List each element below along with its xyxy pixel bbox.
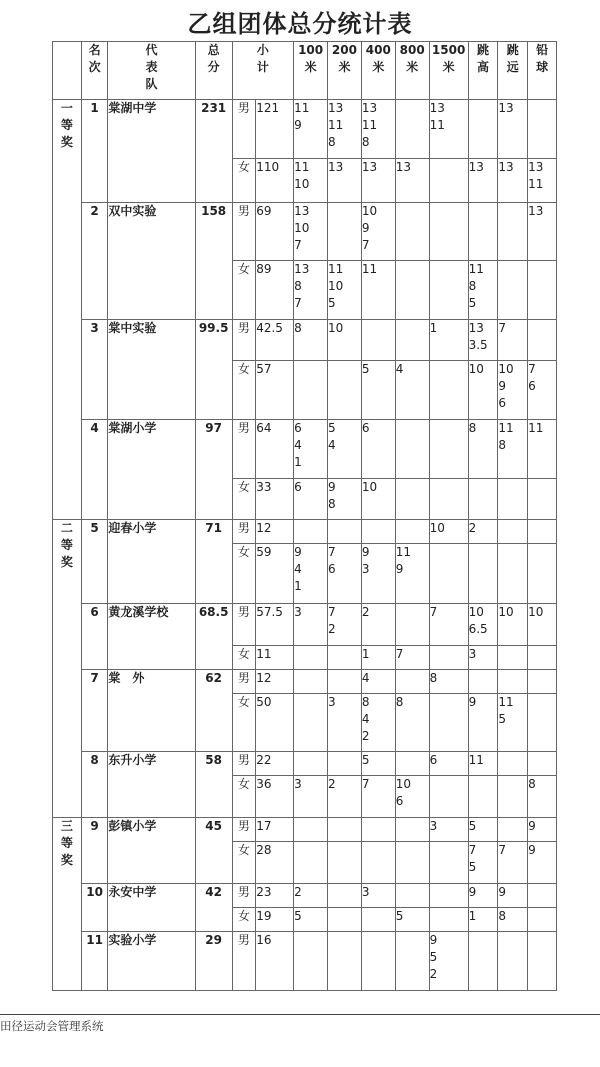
event-score: 8 4 2: [361, 694, 395, 752]
event-score: [361, 932, 395, 991]
event-score: [395, 884, 429, 908]
event-header: 跳 远: [498, 42, 528, 100]
event-score: 8: [429, 670, 468, 694]
subtotal-cell: 64: [256, 420, 294, 479]
event-score: 10 6.5: [468, 604, 498, 646]
event-score: 7: [498, 842, 528, 884]
prize-cell: 二 等 奖: [53, 520, 82, 818]
subtotal-cell: 12: [256, 520, 294, 544]
event-score: 5: [468, 818, 498, 842]
event-score: [498, 818, 528, 842]
total-score: 99.5: [195, 320, 232, 420]
event-score: 9: [468, 884, 498, 908]
event-score: 13: [528, 203, 557, 261]
event-score: 3: [328, 694, 362, 752]
event-score: [528, 520, 557, 544]
event-score: 11 9: [294, 100, 328, 159]
event-score: 9: [468, 694, 498, 752]
subtotal-cell: 17: [256, 818, 294, 842]
total-header: 总 分: [195, 42, 232, 100]
subtotal-cell: 69: [256, 203, 294, 261]
table-row: [53, 670, 557, 694]
rank-cell: 11: [81, 932, 108, 991]
event-score: 9: [528, 818, 557, 842]
event-score: 5 4: [328, 420, 362, 479]
subtotal-cell: 50: [256, 694, 294, 752]
event-score: 10 9 6: [498, 361, 528, 420]
rank-header: 名 次: [81, 42, 108, 100]
event-score: 11 8: [498, 420, 528, 479]
total-score: 158: [195, 203, 232, 320]
header-row: [53, 42, 557, 100]
rank-cell: 3: [81, 320, 108, 420]
event-score: [395, 520, 429, 544]
event-score: [395, 479, 429, 520]
event-score: 13: [361, 159, 395, 203]
event-score: 4: [361, 670, 395, 694]
event-score: 9 8: [328, 479, 362, 520]
gender-cell: 男: [232, 203, 256, 261]
total-score: 45: [195, 818, 232, 884]
event-score: 11: [468, 752, 498, 776]
event-score: [498, 670, 528, 694]
event-score: 5: [361, 752, 395, 776]
event-score: [395, 320, 429, 361]
team-name: 黄龙溪学校: [108, 604, 195, 670]
gender-cell: 女: [232, 159, 256, 203]
subtotal-cell: 16: [256, 932, 294, 991]
event-score: [498, 203, 528, 261]
event-score: [528, 646, 557, 670]
event-score: [468, 776, 498, 818]
subtotal-cell: 11: [256, 646, 294, 670]
event-score: 13 11 8: [361, 100, 395, 159]
event-header: 200 米: [328, 42, 362, 100]
event-score: 1: [361, 646, 395, 670]
page-title: 乙组团体总分统计表: [187, 10, 413, 38]
event-score: [429, 261, 468, 320]
event-score: [294, 646, 328, 670]
event-score: [395, 203, 429, 261]
event-header: 800 米: [395, 42, 429, 100]
total-score: 97: [195, 420, 232, 520]
subtotal-header: 小 计: [232, 42, 294, 100]
event-score: 10 9 7: [361, 203, 395, 261]
event-score: 7: [395, 646, 429, 670]
total-score: 71: [195, 520, 232, 604]
event-score: 4: [395, 361, 429, 420]
rank-cell: 10: [81, 884, 108, 932]
event-score: 7 2: [328, 604, 362, 646]
event-score: [468, 544, 498, 604]
event-score: [328, 361, 362, 420]
event-score: [328, 203, 362, 261]
event-header: 1500 米: [429, 42, 468, 100]
event-score: [528, 694, 557, 752]
table-row: [53, 520, 557, 544]
event-score: 9: [528, 842, 557, 884]
event-score: [328, 908, 362, 932]
event-header: 100 米: [294, 42, 328, 100]
event-score: [328, 520, 362, 544]
event-score: 13: [395, 159, 429, 203]
subtotal-cell: 36: [256, 776, 294, 818]
event-score: 10: [468, 361, 498, 420]
rank-cell: 8: [81, 752, 108, 818]
gender-cell: 男: [232, 932, 256, 991]
team-name: 棠中实验: [108, 320, 195, 420]
event-score: 7: [498, 320, 528, 361]
event-score: 1: [429, 320, 468, 361]
event-score: 2: [328, 776, 362, 818]
prize-header: [53, 42, 82, 100]
rank-cell: 4: [81, 420, 108, 520]
event-score: 10: [498, 604, 528, 646]
event-score: [429, 203, 468, 261]
gender-cell: 女: [232, 261, 256, 320]
team-name: 棠湖中学: [108, 100, 195, 203]
event-score: 11 10 5: [328, 261, 362, 320]
event-score: [294, 842, 328, 884]
table-row: [53, 884, 557, 908]
event-score: [498, 752, 528, 776]
event-score: [361, 908, 395, 932]
event-score: [429, 908, 468, 932]
event-score: 3: [361, 884, 395, 908]
prize-cell: 一 等 奖: [53, 100, 82, 520]
event-score: 3: [468, 646, 498, 670]
event-score: [361, 842, 395, 884]
team-name: 双中实验: [108, 203, 195, 320]
event-score: 6: [429, 752, 468, 776]
event-score: [528, 479, 557, 520]
event-header: 跳 高: [468, 42, 498, 100]
event-score: [468, 479, 498, 520]
event-score: [294, 361, 328, 420]
gender-cell: 女: [232, 842, 256, 884]
event-score: [528, 932, 557, 991]
footer-text: 田径运动会管理系统: [0, 1019, 104, 1033]
gender-cell: 男: [232, 420, 256, 479]
event-score: 6 4 1: [294, 420, 328, 479]
subtotal-cell: 59: [256, 544, 294, 604]
event-score: [395, 420, 429, 479]
rank-cell: 7: [81, 670, 108, 752]
event-header: 铅 球: [528, 42, 557, 100]
event-score: 5: [294, 908, 328, 932]
gender-cell: 男: [232, 520, 256, 544]
total-score: 29: [195, 932, 232, 991]
event-score: [429, 694, 468, 752]
event-score: 13: [498, 100, 528, 159]
event-score: 8: [498, 908, 528, 932]
event-score: [528, 670, 557, 694]
table-row: [53, 320, 557, 361]
event-score: 8: [395, 694, 429, 752]
event-score: [294, 694, 328, 752]
event-score: [328, 842, 362, 884]
subtotal-cell: 57: [256, 361, 294, 420]
event-score: 10: [361, 479, 395, 520]
rank-cell: 5: [81, 520, 108, 604]
gender-cell: 女: [232, 361, 256, 420]
event-score: [528, 261, 557, 320]
gender-cell: 男: [232, 604, 256, 646]
total-score: 231: [195, 100, 232, 203]
team-name: 实验小学: [108, 932, 195, 991]
event-score: [468, 203, 498, 261]
event-score: [361, 320, 395, 361]
event-score: 10: [528, 604, 557, 646]
event-score: 13: [498, 159, 528, 203]
total-score: 68.5: [195, 604, 232, 670]
event-score: 11 5: [498, 694, 528, 752]
event-score: 13 11 8: [328, 100, 362, 159]
event-score: 10: [328, 320, 362, 361]
event-score: 6: [294, 479, 328, 520]
subtotal-cell: 121: [256, 100, 294, 159]
subtotal-cell: 28: [256, 842, 294, 884]
event-score: [498, 520, 528, 544]
event-score: 11: [361, 261, 395, 320]
event-score: [429, 776, 468, 818]
gender-cell: 女: [232, 646, 256, 670]
event-score: 1: [468, 908, 498, 932]
subtotal-cell: 110: [256, 159, 294, 203]
event-score: 13 10 7: [294, 203, 328, 261]
event-score: [395, 100, 429, 159]
event-score: 7: [429, 604, 468, 646]
rank-cell: 2: [81, 203, 108, 320]
total-score: 62: [195, 670, 232, 752]
event-score: [361, 520, 395, 544]
table-row: [53, 203, 557, 261]
event-score: 9 5 2: [429, 932, 468, 991]
event-score: 11 10: [294, 159, 328, 203]
event-score: [429, 159, 468, 203]
gender-cell: 男: [232, 752, 256, 776]
event-score: 11: [528, 420, 557, 479]
event-score: 13: [328, 159, 362, 203]
team-name: 棠湖小学: [108, 420, 195, 520]
event-score: [429, 361, 468, 420]
subtotal-cell: 23: [256, 884, 294, 908]
event-score: 13 11: [429, 100, 468, 159]
score-table: [52, 41, 557, 991]
event-score: 5: [395, 908, 429, 932]
gender-cell: 男: [232, 670, 256, 694]
event-score: [294, 818, 328, 842]
event-score: 9 3: [361, 544, 395, 604]
team-name: 迎春小学: [108, 520, 195, 604]
event-score: 9: [498, 884, 528, 908]
event-score: [468, 670, 498, 694]
event-score: 8: [294, 320, 328, 361]
event-score: 10 6: [395, 776, 429, 818]
event-score: 2: [468, 520, 498, 544]
subtotal-cell: 42.5: [256, 320, 294, 361]
team-header: 代 表 队: [108, 42, 195, 100]
event-score: [429, 420, 468, 479]
total-score: 58: [195, 752, 232, 818]
event-score: [395, 818, 429, 842]
event-score: 11 8 5: [468, 261, 498, 320]
gender-cell: 女: [232, 544, 256, 604]
event-score: [498, 776, 528, 818]
event-score: [498, 261, 528, 320]
table-row: [53, 932, 557, 991]
event-score: [468, 100, 498, 159]
event-score: 3: [294, 776, 328, 818]
event-score: [528, 908, 557, 932]
event-score: [395, 842, 429, 884]
event-score: [328, 818, 362, 842]
table-row: [53, 420, 557, 479]
event-score: 7 6: [328, 544, 362, 604]
event-score: 3: [429, 818, 468, 842]
event-score: [498, 544, 528, 604]
team-name: 棠 外: [108, 670, 195, 752]
event-score: 6: [361, 420, 395, 479]
gender-cell: 女: [232, 479, 256, 520]
event-score: [294, 520, 328, 544]
subtotal-cell: 22: [256, 752, 294, 776]
event-score: [395, 932, 429, 991]
event-score: 3: [294, 604, 328, 646]
event-score: 9 4 1: [294, 544, 328, 604]
event-score: [294, 752, 328, 776]
event-score: [498, 479, 528, 520]
event-score: 7: [361, 776, 395, 818]
rank-cell: 6: [81, 604, 108, 670]
event-score: 2: [361, 604, 395, 646]
event-score: [528, 320, 557, 361]
table-row: [53, 100, 557, 159]
event-score: 13 11: [528, 159, 557, 203]
event-score: [395, 752, 429, 776]
event-score: [328, 646, 362, 670]
event-score: [395, 261, 429, 320]
table-row: [53, 818, 557, 842]
subtotal-cell: 89: [256, 261, 294, 320]
event-score: 5: [361, 361, 395, 420]
subtotal-cell: 19: [256, 908, 294, 932]
event-score: [429, 544, 468, 604]
total-score: 42: [195, 884, 232, 932]
event-score: [528, 884, 557, 908]
team-name: 东升小学: [108, 752, 195, 818]
event-score: [429, 884, 468, 908]
prize-cell: 三 等 奖: [53, 818, 82, 991]
rank-cell: 9: [81, 818, 108, 884]
event-score: [528, 100, 557, 159]
event-score: 13 3.5: [468, 320, 498, 361]
footer-divider: [0, 1014, 600, 1015]
event-score: [395, 670, 429, 694]
event-score: 8: [528, 776, 557, 818]
event-score: [361, 818, 395, 842]
event-score: 7 6: [528, 361, 557, 420]
event-score: [498, 646, 528, 670]
event-score: [528, 752, 557, 776]
event-score: [328, 670, 362, 694]
gender-cell: 男: [232, 884, 256, 908]
table-row: [53, 752, 557, 776]
event-score: [498, 932, 528, 991]
event-score: [328, 884, 362, 908]
gender-cell: 男: [232, 320, 256, 361]
event-score: [429, 479, 468, 520]
event-score: 10: [429, 520, 468, 544]
event-score: 2: [294, 884, 328, 908]
event-score: [294, 670, 328, 694]
rank-cell: 1: [81, 100, 108, 203]
subtotal-cell: 57.5: [256, 604, 294, 646]
event-score: [429, 646, 468, 670]
gender-cell: 女: [232, 908, 256, 932]
event-score: [429, 842, 468, 884]
subtotal-cell: 33: [256, 479, 294, 520]
team-name: 彭镇小学: [108, 818, 195, 884]
event-score: 11 9: [395, 544, 429, 604]
gender-cell: 男: [232, 100, 256, 159]
event-score: [294, 932, 328, 991]
gender-cell: 女: [232, 776, 256, 818]
gender-cell: 男: [232, 818, 256, 842]
event-score: [395, 604, 429, 646]
event-score: [468, 932, 498, 991]
event-score: 8: [468, 420, 498, 479]
event-score: 13: [468, 159, 498, 203]
team-name: 永安中学: [108, 884, 195, 932]
event-score: [528, 544, 557, 604]
event-score: [328, 752, 362, 776]
subtotal-cell: 12: [256, 670, 294, 694]
event-score: [328, 932, 362, 991]
gender-cell: 女: [232, 694, 256, 752]
table-row: [53, 604, 557, 646]
event-header: 400 米: [361, 42, 395, 100]
event-score: 7 5: [468, 842, 498, 884]
event-score: 13 8 7: [294, 261, 328, 320]
